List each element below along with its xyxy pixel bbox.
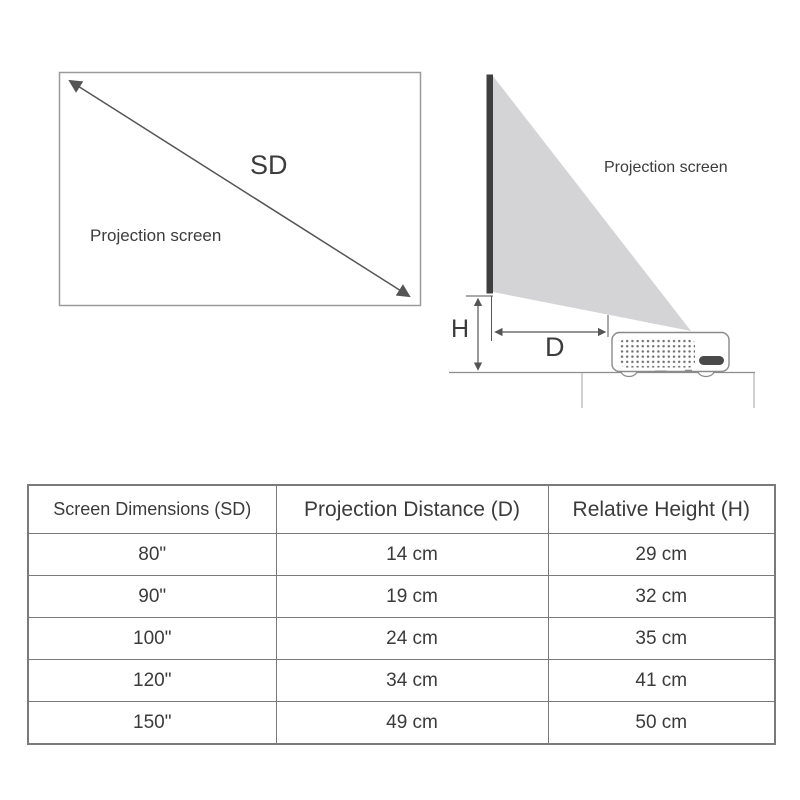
table-cell-distance: 34 cm (276, 660, 548, 702)
table-cell-distance: 24 cm (276, 618, 548, 660)
table-cell-height: 41 cm (548, 660, 775, 702)
table-cell-height: 35 cm (548, 618, 775, 660)
table-row (28, 534, 775, 576)
table-cell-sd: 150" (28, 702, 276, 745)
beam-triangle (493, 76, 691, 331)
table-cell-sd: 120" (28, 660, 276, 702)
table-row (28, 660, 775, 702)
sd-label: SD (250, 150, 288, 180)
height-label: H (451, 315, 470, 343)
screen-side-bar (487, 75, 494, 294)
projector-lens (699, 356, 724, 365)
table-cell-height: 50 cm (548, 702, 775, 745)
table-cell-height: 32 cm (548, 576, 775, 618)
projector-grille (620, 339, 695, 368)
table-cell-sd: 100" (28, 618, 276, 660)
projection-screen-label-side: Projection screen (604, 159, 728, 176)
header-relative-height: Relative Height (H) (548, 485, 775, 534)
distance-label: D (545, 332, 565, 362)
header-projection-distance: Projection Distance (D) (276, 485, 548, 534)
table-row (28, 618, 775, 660)
table-header-row (28, 485, 775, 534)
projector-illustration (612, 333, 729, 377)
table-cell-sd: 80" (28, 534, 276, 576)
projection-spec-table (27, 484, 776, 745)
table-cell-distance: 14 cm (276, 534, 548, 576)
header-screen-dimensions: Screen Dimensions (SD) (28, 485, 276, 534)
table-cell-height: 29 cm (548, 534, 775, 576)
table-cell-distance: 49 cm (276, 702, 548, 745)
table-cell-sd: 90" (28, 576, 276, 618)
table-row (28, 702, 775, 745)
table-row (28, 576, 775, 618)
table-cell-distance: 19 cm (276, 576, 548, 618)
projection-screen-label-front: Projection screen (90, 226, 222, 245)
